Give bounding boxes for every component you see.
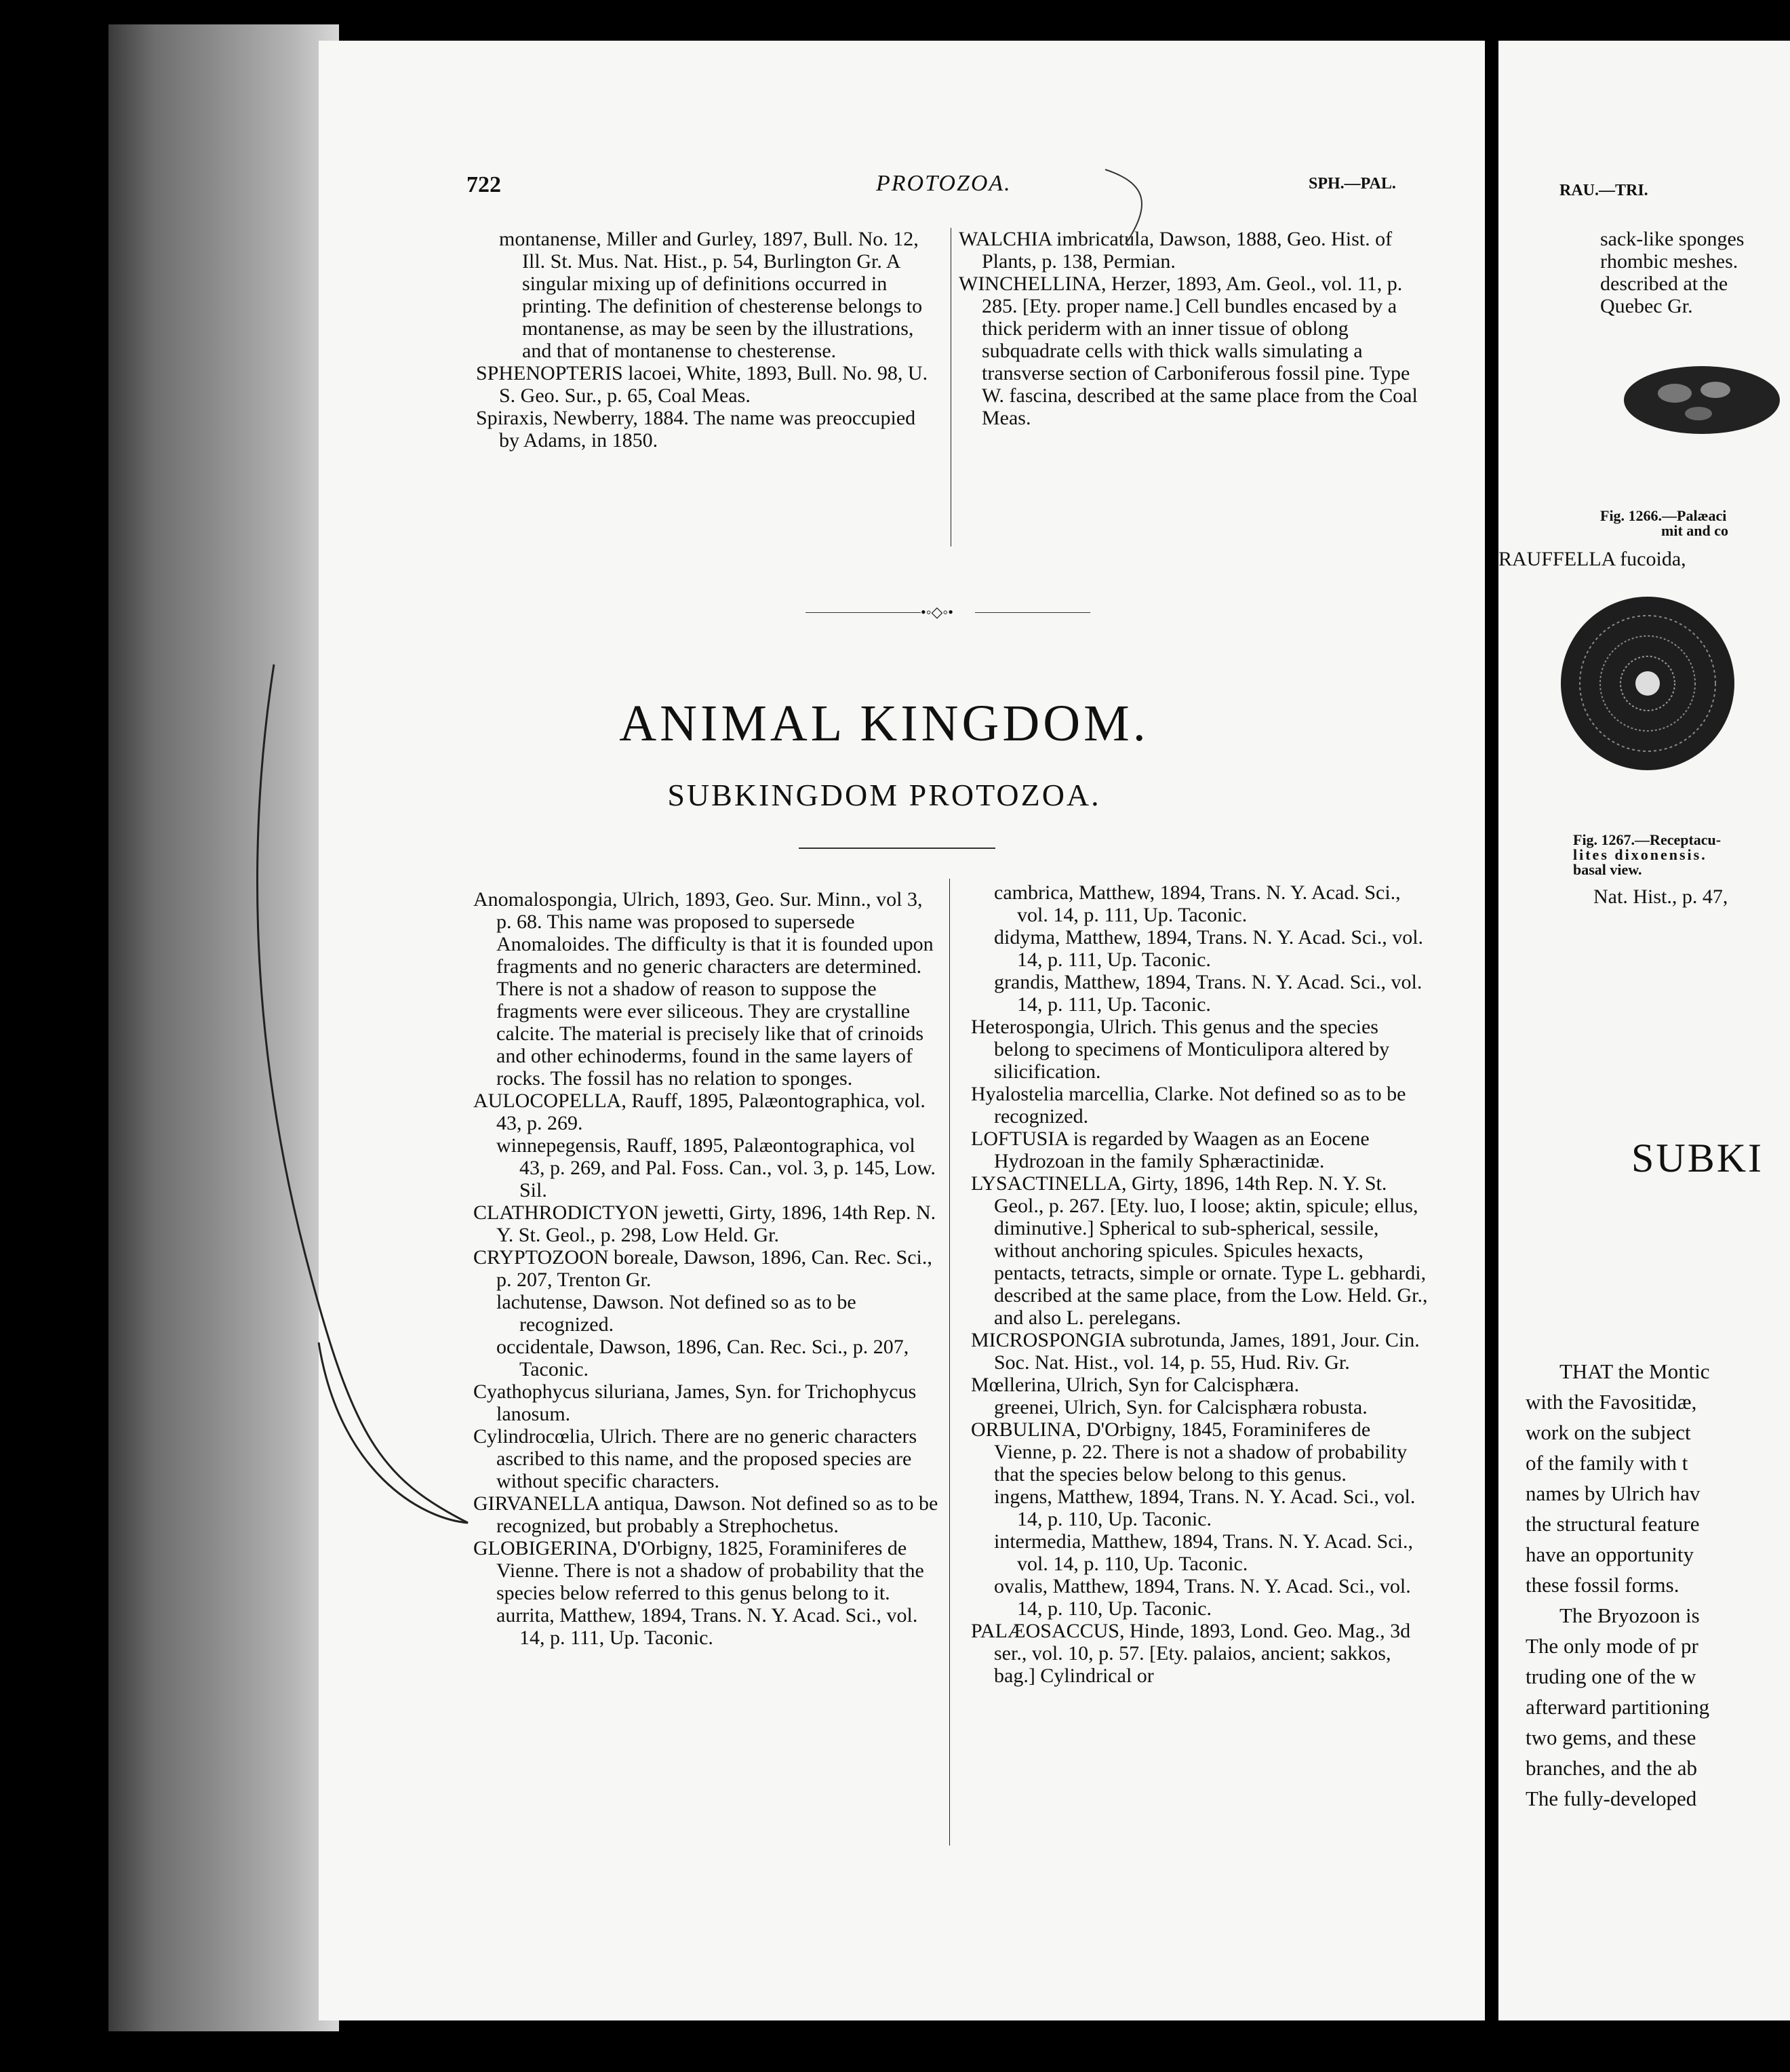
body-line: these fossil forms.	[1526, 1573, 1679, 1597]
entry-montanense: montanense, Miller and Gurley, 1897, Bull. No. 12, Ill. St. Mus. Nat. Hist., p. 54, Burlington Gr. A singular mixing up of definitions occurred in printing. The definition of chesterense belongs to montanense, as may be seen by the illustrations, and that of montanense to chesterense.	[499, 228, 923, 362]
entry-grandis: grandis, Matthew, 1894, Trans. N. Y. Acad. Sci., vol. 14, p. 111, Up. Taconic.	[994, 971, 1423, 1016]
fossil-figure-1267	[1559, 583, 1736, 786]
body-line: The fully-developed	[1526, 1787, 1697, 1810]
entry-moellerina: Mœllerina, Ulrich, Syn for Calcisphæra.	[971, 1374, 1300, 1396]
facing-heading: SUBKI	[1631, 1136, 1764, 1180]
main-column-rule	[949, 879, 950, 1846]
entry-occidentale: occidentale, Dawson, 1896, Can. Rec. Sci., p. 207, Taconic.	[496, 1336, 909, 1380]
body-line: two gems, and these	[1526, 1726, 1696, 1749]
caption-line: basal view.	[1573, 861, 1642, 878]
facing-body	[1526, 1356, 1710, 1814]
entry-cryptozoon: CRYPTOZOON boreale, Dawson, 1896, Can. Rec. Sci., p. 207, Trenton Gr.	[473, 1246, 932, 1291]
body-line: names by Ulrich hav	[1526, 1481, 1700, 1505]
entry-lachutense: lachutense, Dawson. Not defined so as to be recognized.	[496, 1291, 856, 1336]
body-line: with the Favositidæ,	[1526, 1390, 1697, 1414]
facing-line: Quebec Gr.	[1600, 295, 1693, 317]
section-title: ANIMAL KINGDOM.	[619, 695, 1149, 752]
caption-line: lites dixonensis.	[1573, 846, 1707, 863]
body-line: have an opportunity	[1526, 1542, 1694, 1566]
entry-clathrodictyon: CLATHRODICTYON jewetti, Girty, 1896, 14th Rep. N. Y. St. Geol., p. 298, Low Held. Gr.	[473, 1201, 936, 1246]
ornament-rule-right	[975, 612, 1090, 613]
running-range: SPH.—PAL.	[1309, 175, 1396, 193]
entry-cambrica: cambrica, Matthew, 1894, Trans. N. Y. Acad. Sci., vol. 14, p. 111, Up. Taconic.	[994, 881, 1401, 926]
entry-heterospongia: Heterospongia, Ulrich. This genus and the species belong to specimens of Monticulipora altered by silicification.	[971, 1016, 1390, 1083]
entry-hyalostelia: Hyalostelia marcellia, Clarke. Not defined so as to be recognized.	[971, 1083, 1406, 1128]
body-line: branches, and the ab	[1526, 1756, 1698, 1780]
entry-intermedia: intermedia, Matthew, 1894, Trans. N. Y. Acad. Sci., vol. 14, p. 110, Up. Taconic.	[994, 1530, 1414, 1575]
entry-didyma: didyma, Matthew, 1894, Trans. N. Y. Acad. Sci., vol. 14, p. 111, Up. Taconic.	[994, 926, 1424, 971]
caption-line: Fig. 1266.—Palæaci	[1600, 507, 1727, 524]
body-line: of the family with t	[1526, 1451, 1688, 1475]
entry-anomalospongia: Anomalospongia, Ulrich, 1893, Geo. Sur. Minn., vol 3, p. 68. This name was proposed to supersede Anomaloides. The difficulty is that it is founded upon fragments and no generic characters are determined. There is not a shadow of reason to suppose the fragments were ever siliceous. They are crystalline calcite. The material is precisely like that of crinoids and other echinoderms, found in the same layers of rocks. The fossil has no relation to sponges.	[473, 888, 934, 1090]
entry-orbulina: ORBULINA, D'Orbigny, 1845, Foraminiferes de Vienne, p. 22. There is not a shadow of probability that the species below belong to this genus.	[971, 1418, 1408, 1486]
fossil-figure-1266	[1620, 353, 1790, 454]
book-page-edge	[108, 24, 339, 2031]
page-number: 722	[466, 172, 501, 197]
facing-running-head: RAU.—TRI.	[1559, 182, 1648, 199]
top-right-column	[959, 228, 1424, 429]
entry-aurrita: aurrita, Matthew, 1894, Trans. N. Y. Acad. Sci., vol. 14, p. 111, Up. Taconic.	[496, 1604, 918, 1649]
entry-walchia: WALCHIA imbricatula, Dawson, 1888, Geo. Hist. of Plants, p. 138, Permian.	[959, 228, 1393, 273]
entry-cyathophycus: Cyathophycus siluriana, James, Syn. for Trichophycus lanosum.	[473, 1380, 917, 1425]
section-rule	[799, 848, 995, 849]
section-subtitle: SUBKINGDOM PROTOZOA.	[667, 778, 1101, 812]
right-column	[971, 881, 1433, 1687]
body-line: afterward partitioning	[1526, 1695, 1710, 1719]
body-line: work on the subject	[1526, 1420, 1691, 1444]
body-line: The only mode of pr	[1526, 1634, 1698, 1658]
entry-greenei: greenei, Ulrich, Syn. for Calcisphæra robusta.	[994, 1396, 1368, 1418]
left-column	[473, 888, 941, 1649]
entry-girvanella: GIRVANELLA antiqua, Dawson. Not defined so as to be recognized, but probably a Strephochetus.	[473, 1492, 938, 1537]
entry-winnepegensis: winnepegensis, Rauff, 1895, Palæontographica, vol 43, p. 269, and Pal. Foss. Can., vol. 3, p. 145, Low. Sil.	[496, 1134, 936, 1201]
entry-microspongia: MICROSPONGIA subrotunda, James, 1891, Jour. Cin. Soc. Nat. Hist., vol. 14, p. 55, Hud. Riv. Gr.	[971, 1329, 1420, 1374]
entry-loftusia: LOFTUSIA is regarded by Waagen as an Eocene Hydrozoan in the family Sphæractinidæ.	[971, 1128, 1370, 1172]
body-line: truding one of the w	[1526, 1665, 1696, 1688]
facing-line: described at the	[1600, 273, 1728, 295]
entry-winchellina: WINCHELLINA, Herzer, 1893, Am. Geol., vol. 11, p. 285. [Ety. proper name.] Cell bundles encased by a thick periderm with an inner tissue of oblong subquadrate cells with thick walls simulating a transverse section of Carboniferous fossil pine. Type W. fascina, described at the same place from the Coal Meas.	[959, 273, 1418, 429]
entry-palaeosaccus: PALÆOSACCUS, Hinde, 1893, Lond. Geo. Mag., 3d ser., vol. 10, p. 57. [Ety. palaios, ancient; sakkos, bag.] Cylindrical or	[971, 1620, 1411, 1687]
body-line: The Bryozoon is	[1559, 1603, 1700, 1627]
caption-line: mit and co	[1661, 522, 1728, 539]
facing-line: sack-like sponges	[1600, 228, 1745, 250]
running-title: PROTOZOA.	[876, 171, 1012, 196]
ornament: •◦◇◦•	[921, 603, 953, 620]
entry-aulocopella: AULOCOPELLA, Rauff, 1895, Palæontographica, vol. 43, p. 269.	[473, 1090, 926, 1134]
body-line: THAT the Montic	[1559, 1359, 1710, 1383]
entry-lysactinella: LYSACTINELLA, Girty, 1896, 14th Rep. N. Y. St. Geol., p. 267. [Ety. luo, I loose; aktin, spicule; ellus, diminutive.] Spherical to sub-spherical, sessile, without anchoring spicules. Spicules hexacts, pentacts, tetracts, simple or ornate. Type L. gebhardi, described at the same place, from the Low. Held. Gr., and also L. perelegans.	[971, 1172, 1428, 1329]
caption-line: Fig. 1267.—Receptacu-	[1573, 831, 1722, 848]
left-page	[319, 41, 1485, 2020]
facing-top-lines	[1600, 228, 1790, 317]
body-line: the structural feature	[1526, 1512, 1700, 1536]
facing-page	[1498, 41, 1790, 2020]
entry-cylindrocoelia: Cylindrocœlia, Ulrich. There are no generic characters ascribed to this name, and the proposed species are without specific characters.	[473, 1425, 917, 1492]
nat-hist-line: Nat. Hist., p. 47,	[1593, 885, 1728, 908]
entry-ingens: ingens, Matthew, 1894, Trans. N. Y. Acad. Sci., vol. 14, p. 110, Up. Taconic.	[994, 1486, 1416, 1530]
ornament-rule-left	[806, 612, 921, 613]
entry-ovalis: ovalis, Matthew, 1894, Trans. N. Y. Acad. Sci., vol. 14, p. 110, Up. Taconic.	[994, 1575, 1411, 1620]
top-left-column	[476, 228, 937, 452]
facing-line: rhombic meshes.	[1600, 250, 1738, 273]
entry-spiraxis: Spiraxis, Newberry, 1884. The name was preoccupied by Adams, in 1850.	[476, 407, 916, 452]
fig-1266-caption	[1600, 509, 1728, 538]
entry-globigerina: GLOBIGERINA, D'Orbigny, 1825, Foraminiferes de Vienne. There is not a shadow of probability that the species below referred to this genus belong to it.	[473, 1537, 924, 1604]
rauffella-line: RAUFFELLA fucoida,	[1498, 548, 1686, 570]
fig-1267-caption	[1573, 833, 1721, 877]
entry-sphenopteris: SPHENOPTERIS lacoei, White, 1893, Bull. No. 98, U. S. Geo. Sur., p. 65, Coal Meas.	[476, 362, 928, 407]
